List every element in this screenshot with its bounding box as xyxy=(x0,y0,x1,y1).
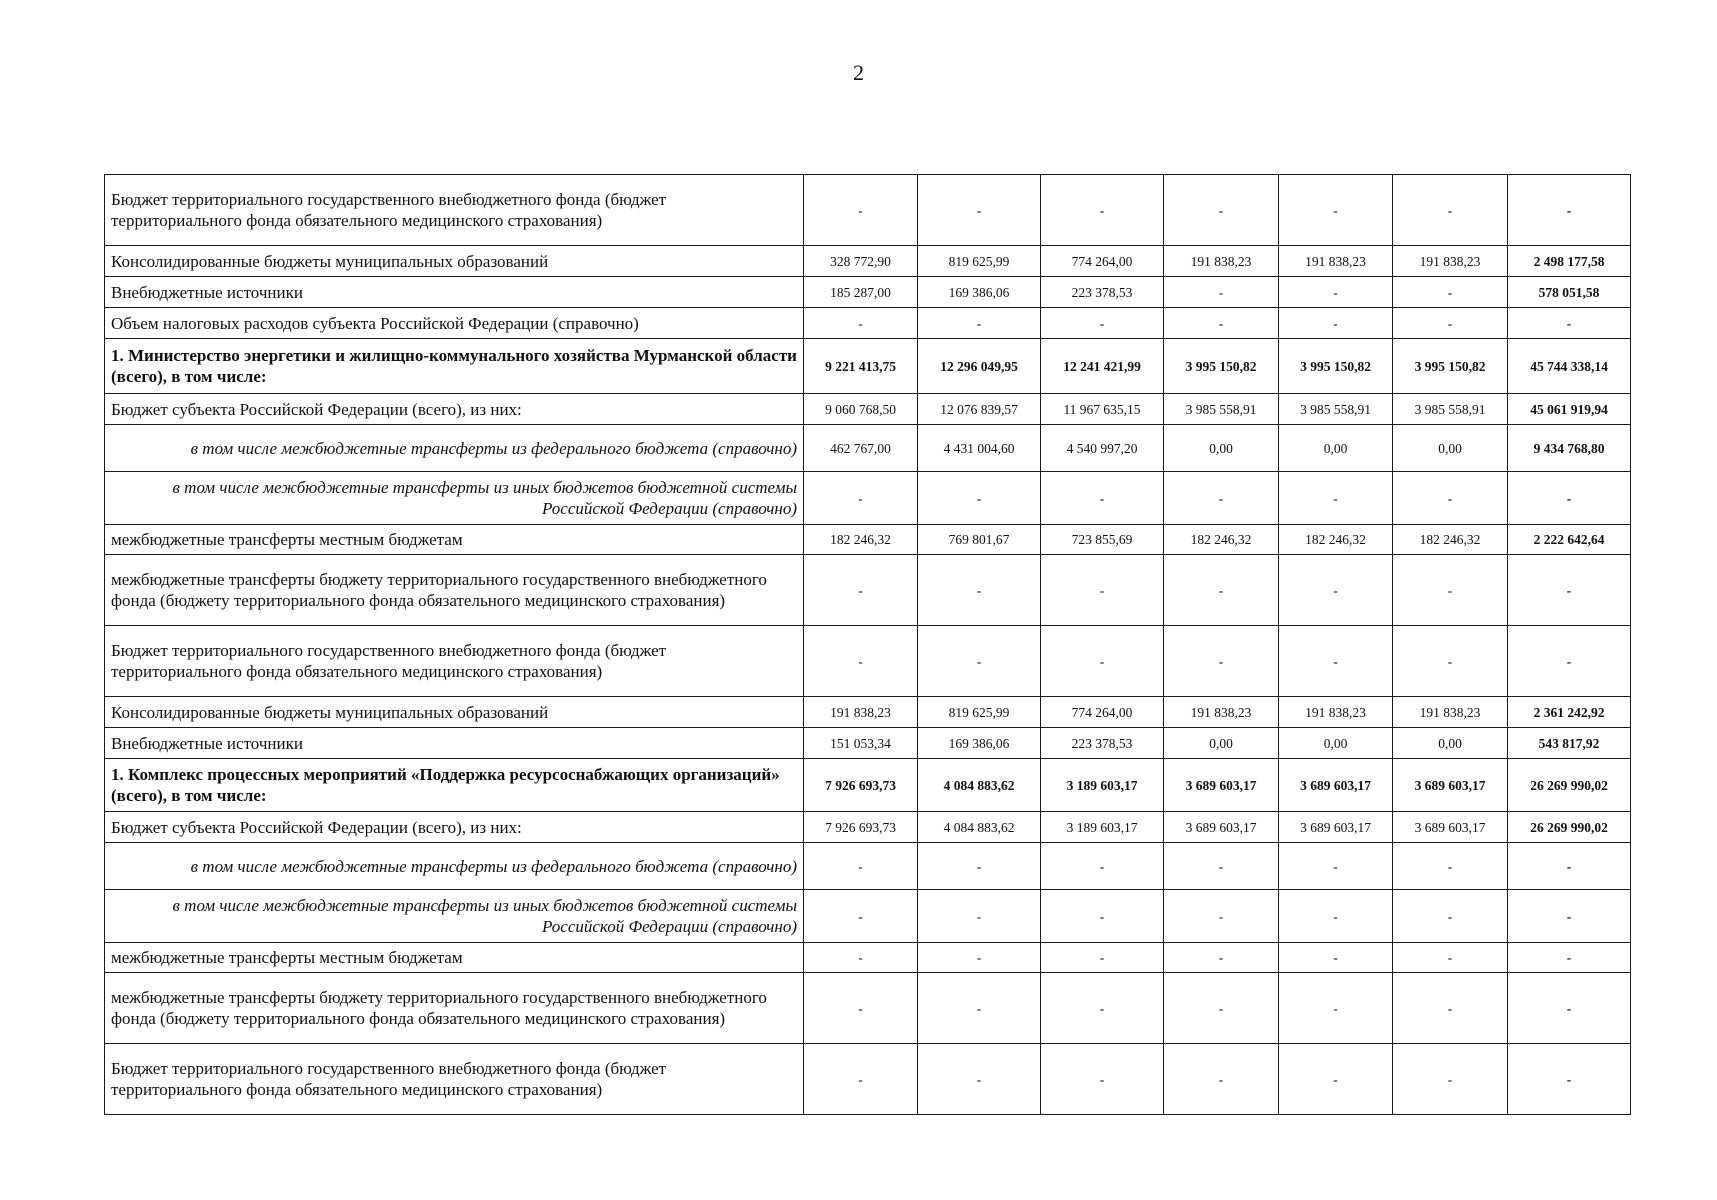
value-cell: - xyxy=(918,626,1041,697)
value-cell: 3 189 603,17 xyxy=(1041,812,1164,843)
table-row xyxy=(105,1044,1631,1115)
value-cell: - xyxy=(1279,175,1393,246)
value-cell: 7 926 693,73 xyxy=(804,812,918,843)
value-cell: - xyxy=(1393,890,1508,943)
value-cell: - xyxy=(1041,175,1164,246)
total-cell: - xyxy=(1508,308,1631,339)
table-body xyxy=(105,175,1631,1115)
value-cell: 169 386,06 xyxy=(918,277,1041,308)
value-cell: 0,00 xyxy=(1164,425,1279,472)
table-row xyxy=(105,843,1631,890)
total-cell: 45 744 338,14 xyxy=(1508,339,1631,394)
total-cell: 45 061 919,94 xyxy=(1508,394,1631,425)
value-cell: - xyxy=(1393,175,1508,246)
table-row xyxy=(105,626,1631,697)
table-row xyxy=(105,890,1631,943)
total-cell: 543 817,92 xyxy=(1508,728,1631,759)
total-cell: - xyxy=(1508,1044,1631,1115)
value-cell: 0,00 xyxy=(1164,728,1279,759)
value-cell: - xyxy=(804,175,918,246)
value-cell: - xyxy=(804,308,918,339)
total-cell: - xyxy=(1508,943,1631,973)
value-cell: - xyxy=(1041,943,1164,973)
row-label: 1. Министерство энергетики и жилищно-коммунального хозяйства Мурманской области (всего), в том числе: xyxy=(105,339,804,394)
value-cell: - xyxy=(804,626,918,697)
row-label: в том числе межбюджетные трансферты из федерального бюджета (справочно) xyxy=(105,843,804,890)
value-cell: 11 967 635,15 xyxy=(1041,394,1164,425)
total-cell: 26 269 990,02 xyxy=(1508,812,1631,843)
total-cell: 26 269 990,02 xyxy=(1508,759,1631,812)
budget-table xyxy=(104,174,1631,1115)
table-row xyxy=(105,943,1631,973)
value-cell: 4 084 883,62 xyxy=(918,759,1041,812)
value-cell: 3 689 603,17 xyxy=(1393,759,1508,812)
row-label: межбюджетные трансферты бюджету территориального государственного внебюджетного фонда (бюджету территориального фонда обязательного медицинского страхования) xyxy=(105,555,804,626)
table-row xyxy=(105,175,1631,246)
row-label: Бюджет субъекта Российской Федерации (всего), из них: xyxy=(105,394,804,425)
table-row xyxy=(105,246,1631,277)
value-cell: 4 540 997,20 xyxy=(1041,425,1164,472)
value-cell: 3 689 603,17 xyxy=(1164,812,1279,843)
value-cell: - xyxy=(918,555,1041,626)
value-cell: 0,00 xyxy=(1393,728,1508,759)
value-cell: 3 689 603,17 xyxy=(1164,759,1279,812)
value-cell: - xyxy=(918,175,1041,246)
total-cell: 2 361 242,92 xyxy=(1508,697,1631,728)
total-cell: - xyxy=(1508,843,1631,890)
value-cell: 182 246,32 xyxy=(1279,525,1393,555)
value-cell: - xyxy=(1041,472,1164,525)
row-label: межбюджетные трансферты местным бюджетам xyxy=(105,943,804,973)
total-cell: - xyxy=(1508,626,1631,697)
value-cell: - xyxy=(1164,555,1279,626)
value-cell: - xyxy=(1279,973,1393,1044)
row-label: в том числе межбюджетные трансферты из иных бюджетов бюджетной системы Российской Федерации (справочно) xyxy=(105,890,804,943)
value-cell: 191 838,23 xyxy=(1164,246,1279,277)
value-cell: 0,00 xyxy=(1279,728,1393,759)
page-number: 2 xyxy=(853,60,864,85)
total-cell: 2 498 177,58 xyxy=(1508,246,1631,277)
value-cell: 819 625,99 xyxy=(918,246,1041,277)
value-cell: - xyxy=(1393,555,1508,626)
value-cell: - xyxy=(804,843,918,890)
value-cell: 9 060 768,50 xyxy=(804,394,918,425)
value-cell: 774 264,00 xyxy=(1041,697,1164,728)
value-cell: - xyxy=(1393,943,1508,973)
value-cell: - xyxy=(918,890,1041,943)
value-cell: 3 995 150,82 xyxy=(1279,339,1393,394)
value-cell: - xyxy=(804,890,918,943)
value-cell: - xyxy=(918,973,1041,1044)
table-row xyxy=(105,728,1631,759)
value-cell: - xyxy=(1279,843,1393,890)
total-cell: 2 222 642,64 xyxy=(1508,525,1631,555)
value-cell: - xyxy=(1393,472,1508,525)
value-cell: 191 838,23 xyxy=(1393,246,1508,277)
value-cell: - xyxy=(1041,843,1164,890)
value-cell: - xyxy=(1164,472,1279,525)
value-cell: 0,00 xyxy=(1393,425,1508,472)
value-cell: 7 926 693,73 xyxy=(804,759,918,812)
value-cell: - xyxy=(1279,308,1393,339)
value-cell: - xyxy=(1393,277,1508,308)
value-cell: - xyxy=(918,1044,1041,1115)
value-cell: 769 801,67 xyxy=(918,525,1041,555)
value-cell: 3 985 558,91 xyxy=(1279,394,1393,425)
value-cell: - xyxy=(1164,308,1279,339)
value-cell: 12 076 839,57 xyxy=(918,394,1041,425)
value-cell: 4 084 883,62 xyxy=(918,812,1041,843)
value-cell: 819 625,99 xyxy=(918,697,1041,728)
value-cell: 191 838,23 xyxy=(1164,697,1279,728)
value-cell: 182 246,32 xyxy=(804,525,918,555)
value-cell: - xyxy=(1279,890,1393,943)
value-cell: - xyxy=(1041,973,1164,1044)
value-cell: - xyxy=(804,973,918,1044)
row-label: межбюджетные трансферты местным бюджетам xyxy=(105,525,804,555)
value-cell: - xyxy=(1279,626,1393,697)
value-cell: 191 838,23 xyxy=(1279,697,1393,728)
value-cell: - xyxy=(1279,277,1393,308)
table-row xyxy=(105,425,1631,472)
value-cell: - xyxy=(1164,890,1279,943)
row-label: 1. Комплекс процессных мероприятий «Поддержка ресурсоснабжающих организаций» (всего), в том числе: xyxy=(105,759,804,812)
table-row xyxy=(105,697,1631,728)
value-cell: - xyxy=(1041,626,1164,697)
value-cell: - xyxy=(1393,626,1508,697)
value-cell: 9 221 413,75 xyxy=(804,339,918,394)
table-row xyxy=(105,308,1631,339)
value-cell: - xyxy=(1279,1044,1393,1115)
value-cell: - xyxy=(1041,890,1164,943)
value-cell: 191 838,23 xyxy=(804,697,918,728)
total-cell: 578 051,58 xyxy=(1508,277,1631,308)
row-label: межбюджетные трансферты бюджету территориального государственного внебюджетного фонда (бюджету территориального фонда обязательного медицинского страхования) xyxy=(105,973,804,1044)
value-cell: - xyxy=(1041,308,1164,339)
value-cell: - xyxy=(1164,277,1279,308)
total-cell: - xyxy=(1508,472,1631,525)
value-cell: 3 689 603,17 xyxy=(1279,812,1393,843)
value-cell: 185 287,00 xyxy=(804,277,918,308)
row-label: Объем налоговых расходов субъекта Российской Федерации (справочно) xyxy=(105,308,804,339)
total-cell: - xyxy=(1508,175,1631,246)
table-row xyxy=(105,812,1631,843)
table-row xyxy=(105,339,1631,394)
row-label: в том числе межбюджетные трансферты из федерального бюджета (справочно) xyxy=(105,425,804,472)
value-cell: - xyxy=(1164,843,1279,890)
row-label: Консолидированные бюджеты муниципальных образований xyxy=(105,697,804,728)
row-label: в том числе межбюджетные трансферты из иных бюджетов бюджетной системы Российской Федерации (справочно) xyxy=(105,472,804,525)
value-cell: 169 386,06 xyxy=(918,728,1041,759)
table-row xyxy=(105,472,1631,525)
row-label: Бюджет территориального государственного внебюджетного фонда (бюджет территориального фонда обязательного медицинского страхования) xyxy=(105,175,804,246)
value-cell: - xyxy=(1393,308,1508,339)
row-label: Бюджет субъекта Российской Федерации (всего), из них: xyxy=(105,812,804,843)
total-cell: - xyxy=(1508,973,1631,1044)
total-cell: 9 434 768,80 xyxy=(1508,425,1631,472)
value-cell: 3 985 558,91 xyxy=(1393,394,1508,425)
value-cell: 774 264,00 xyxy=(1041,246,1164,277)
table-row xyxy=(105,394,1631,425)
value-cell: 151 053,34 xyxy=(804,728,918,759)
value-cell: 182 246,32 xyxy=(1393,525,1508,555)
value-cell: - xyxy=(918,943,1041,973)
value-cell: 223 378,53 xyxy=(1041,728,1164,759)
table-row xyxy=(105,973,1631,1044)
value-cell: 3 995 150,82 xyxy=(1393,339,1508,394)
value-cell: 182 246,32 xyxy=(1164,525,1279,555)
value-cell: - xyxy=(1279,555,1393,626)
value-cell: - xyxy=(1041,1044,1164,1115)
value-cell: 3 689 603,17 xyxy=(1279,759,1393,812)
row-label: Бюджет территориального государственного внебюджетного фонда (бюджет территориального фонда обязательного медицинского страхования) xyxy=(105,1044,804,1115)
value-cell: - xyxy=(804,555,918,626)
value-cell: - xyxy=(804,472,918,525)
value-cell: 0,00 xyxy=(1279,425,1393,472)
value-cell: - xyxy=(918,472,1041,525)
value-cell: 191 838,23 xyxy=(1393,697,1508,728)
total-cell: - xyxy=(1508,890,1631,943)
value-cell: 3 189 603,17 xyxy=(1041,759,1164,812)
row-label: Внебюджетные источники xyxy=(105,728,804,759)
value-cell: - xyxy=(1393,973,1508,1044)
value-cell: 462 767,00 xyxy=(804,425,918,472)
value-cell: - xyxy=(1279,943,1393,973)
value-cell: 12 241 421,99 xyxy=(1041,339,1164,394)
value-cell: 3 995 150,82 xyxy=(1164,339,1279,394)
value-cell: 3 689 603,17 xyxy=(1393,812,1508,843)
value-cell: - xyxy=(1279,472,1393,525)
value-cell: - xyxy=(1041,555,1164,626)
value-cell: - xyxy=(1164,1044,1279,1115)
value-cell: 4 431 004,60 xyxy=(918,425,1041,472)
value-cell: 723 855,69 xyxy=(1041,525,1164,555)
total-cell: - xyxy=(1508,555,1631,626)
value-cell: 12 296 049,95 xyxy=(918,339,1041,394)
row-label: Бюджет территориального государственного внебюджетного фонда (бюджет территориального фонда обязательного медицинского страхования) xyxy=(105,626,804,697)
table-row xyxy=(105,277,1631,308)
value-cell: - xyxy=(1164,626,1279,697)
table-row xyxy=(105,525,1631,555)
row-label: Внебюджетные источники xyxy=(105,277,804,308)
value-cell: - xyxy=(1393,1044,1508,1115)
value-cell: 223 378,53 xyxy=(1041,277,1164,308)
row-label: Консолидированные бюджеты муниципальных образований xyxy=(105,246,804,277)
value-cell: 328 772,90 xyxy=(804,246,918,277)
value-cell: - xyxy=(804,1044,918,1115)
value-cell: - xyxy=(918,843,1041,890)
table-row xyxy=(105,555,1631,626)
value-cell: - xyxy=(918,308,1041,339)
value-cell: 191 838,23 xyxy=(1279,246,1393,277)
value-cell: - xyxy=(804,943,918,973)
value-cell: 3 985 558,91 xyxy=(1164,394,1279,425)
value-cell: - xyxy=(1164,175,1279,246)
value-cell: - xyxy=(1393,843,1508,890)
table-row xyxy=(105,759,1631,812)
value-cell: - xyxy=(1164,973,1279,1044)
value-cell: - xyxy=(1164,943,1279,973)
